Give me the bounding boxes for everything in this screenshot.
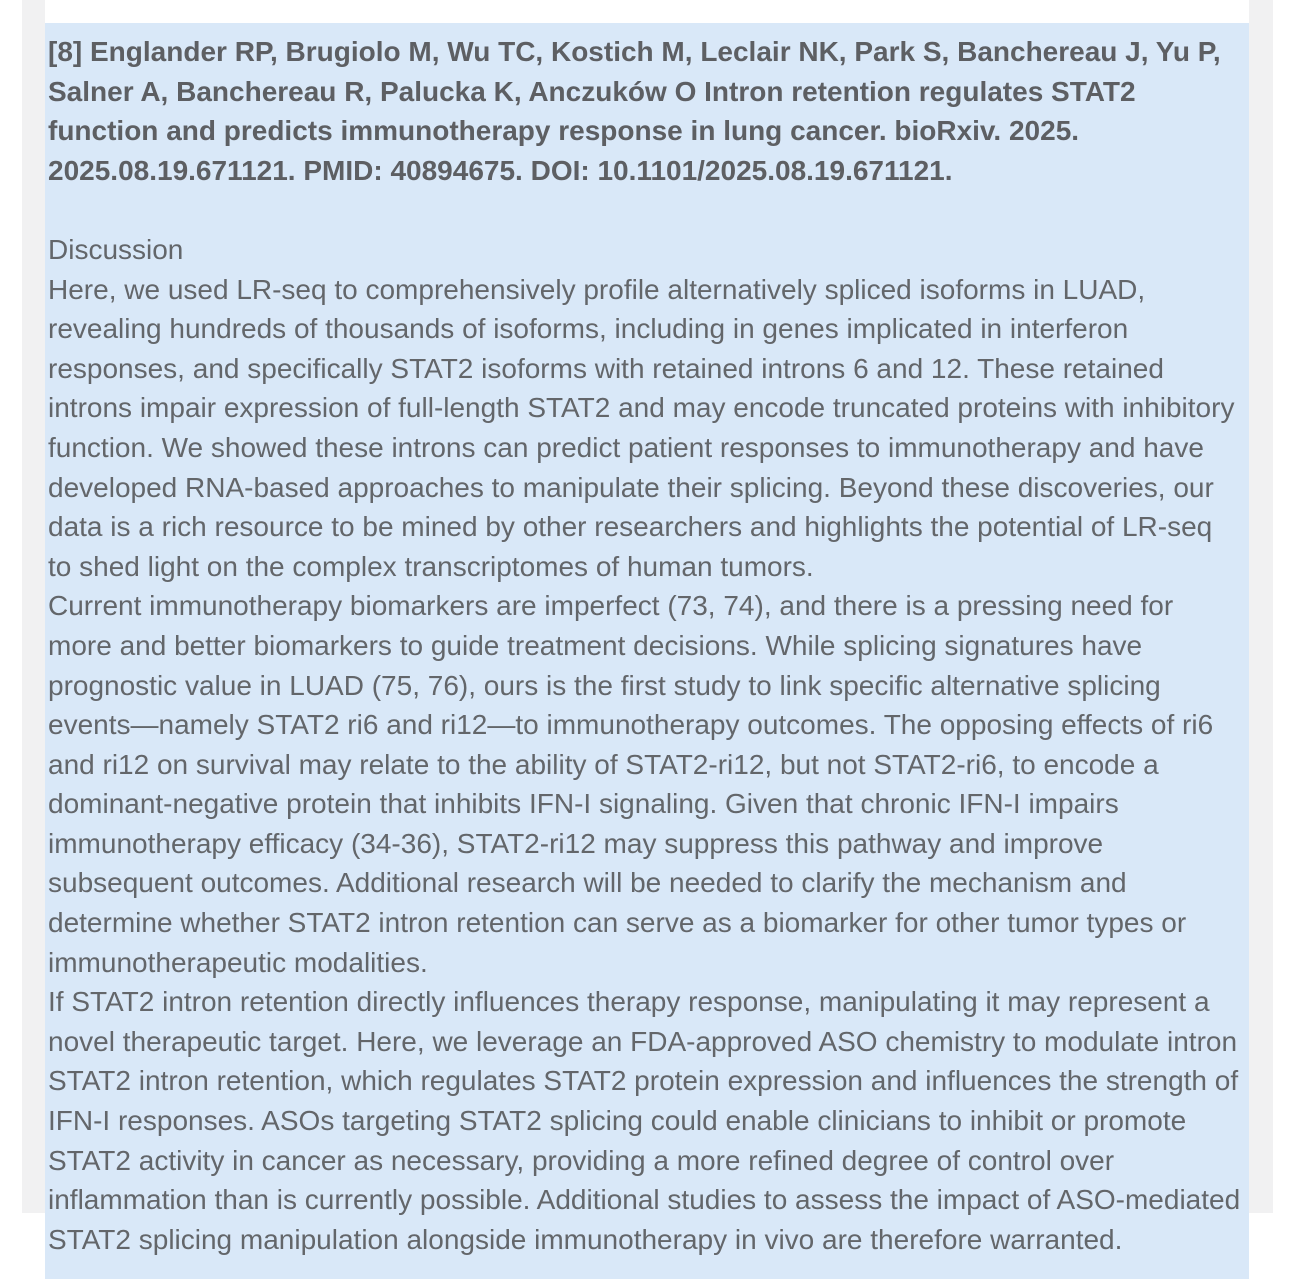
- right-page-gutter: [1249, 0, 1273, 1213]
- discussion-paragraph: If STAT2 intron retention directly influences therapy response, manipulating it may represent a novel therapeutic target. Here, we leverage an FDA-approved ASO chemistry to modulate intron STAT2 intron retention, which regulates STAT2 protein expression and influences the strength of IFN-I responses. ASOs targeting STAT2 splicing could enable clinicians to inhibit or promote STAT2 activity in cancer as necessary, providing a more refined degree of control over inflammation than is currently possible. Additional studies to assess the impact of ASO-mediated STAT2 splicing manipulation alongside immunotherapy in vivo are therefore warranted.: [48, 986, 1241, 1255]
- discussion-heading: Discussion: [48, 233, 184, 265]
- discussion-paragraph: Current immunotherapy biomarkers are imperfect (73, 74), and there is a pressing need for more and better biomarkers to guide treatment decisions. While splicing signatures have prognostic value in LUAD (75, 76), ours is the first study to link specific alternative splicing events—namely STAT2 ri6 and ri12—to immunotherapy outcomes. The opposing effects of ri6 and ri12 on survival may relate to the ability of STAT2-ri12, but not STAT2-ri6, to encode a dominant-negative protein that inhibits IFN-I signaling. Given that chronic IFN-I impairs immunotherapy efficacy (34-36), STAT2-ri12 may suppress this pathway and improve subsequent outcomes. Additional research will be needed to clarify the mechanism and determine whether STAT2 intron retention can serve as a biomarker for other tumor types or immunotherapeutic modalities.: [48, 590, 1214, 978]
- citation-reference-text: [8] Englander RP, Brugiolo M, Wu TC, Kostich M, Leclair NK, Park S, Banchereau J, Yu P, Salner A, Banchereau R, Palucka K, Anczuków O Intron retention regulates STAT2 function and predicts immunotherapy response in lung cancer. bioRxiv. 2025. 2025.08.19.671121. PMID: 40894675. DOI: 10.1101/2025.08.19.671121.: [48, 36, 1221, 186]
- discussion-paragraph: Here, we used LR-seq to comprehensively profile alternatively spliced isoforms in LUAD, revealing hundreds of thousands of isoforms, including in genes implicated in interferon responses, and specifically STAT2 isoforms with retained introns 6 and 12. These retained introns impair expression of full-length STAT2 and may encode truncated proteins with inhibitory function. We showed these introns can predict patient responses to immunotherapy and have developed RNA-based approaches to manipulate their splicing. Beyond these discoveries, our data is a rich resource to be mined by other researchers and highlights the potential of LR-seq to shed light on the complex transcriptomes of human tumors.: [48, 273, 1235, 582]
- left-page-gutter: [22, 0, 45, 1213]
- discussion-section: [48, 230, 1241, 1259]
- highlighted-citation-block: [45, 23, 1249, 1279]
